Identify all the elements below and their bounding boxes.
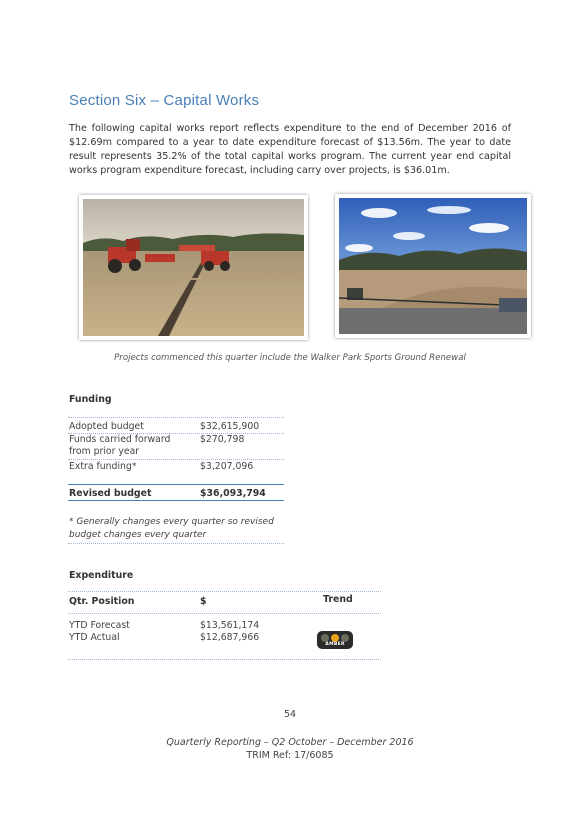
revised-rule-bottom (68, 500, 284, 501)
table-row (69, 434, 284, 461)
intro-paragraph: The following capital works report reflects expenditure to the end of December 2016 of $12.69m compared to a year to date expenditure forecast of $13.56m. The year to date result represents 35.2% of the total capital works program. The current year end capital works program expenditure forecast, including carry over projects, is $36.01m. (69, 123, 511, 176)
expenditure-heading: Expenditure (69, 570, 134, 581)
funding-value: $3,207,096 (200, 461, 254, 472)
expenditure-label: YTD Actual (69, 632, 120, 643)
funding-value: $270,798 (200, 434, 245, 445)
funding-note: * Generally changes every quarter so revised budget changes every quarter (69, 517, 274, 540)
expenditure-label: YTD Forecast (69, 620, 130, 631)
photo-sports-oval (335, 194, 531, 338)
footer-title: Quarterly Reporting – Q2 October – December 2016 (166, 737, 414, 748)
revised-budget-value: $36,093,794 (200, 488, 266, 499)
col-header-value: $ (200, 596, 207, 607)
trend-status-label: AMBER (325, 642, 345, 647)
divider (68, 543, 284, 544)
funding-label: Extra funding* (69, 461, 137, 472)
funding-label: Adopted budget (69, 421, 144, 432)
page-number: 54 (283, 709, 297, 720)
funding-heading: Funding (69, 394, 112, 405)
footer-reference: TRIM Ref: 17/6085 (246, 750, 334, 761)
photo-caption: Projects commenced this quarter include the Walker Park Sports Ground Renewal (114, 353, 466, 363)
expenditure-value: $12,687,966 (200, 632, 260, 643)
funding-label: Funds carried forward from prior year (69, 434, 171, 457)
table-row (69, 461, 284, 474)
divider (68, 591, 381, 592)
revised-budget-row (69, 488, 284, 499)
funding-table (69, 421, 284, 474)
col-header-trend: Trend (323, 594, 353, 605)
revised-rule-top (68, 484, 284, 485)
photo-tractors-on-field (79, 195, 308, 340)
revised-budget-label: Revised budget (69, 488, 152, 499)
divider (68, 459, 284, 460)
expenditure-value: $13,561,174 (200, 620, 260, 631)
divider (68, 433, 284, 434)
funding-value: $32,615,900 (200, 421, 260, 432)
col-header-position: Qtr. Position (69, 596, 135, 607)
divider (68, 417, 284, 418)
divider (68, 613, 381, 614)
section-title: Section Six – Capital Works (69, 92, 260, 109)
divider (68, 659, 381, 660)
